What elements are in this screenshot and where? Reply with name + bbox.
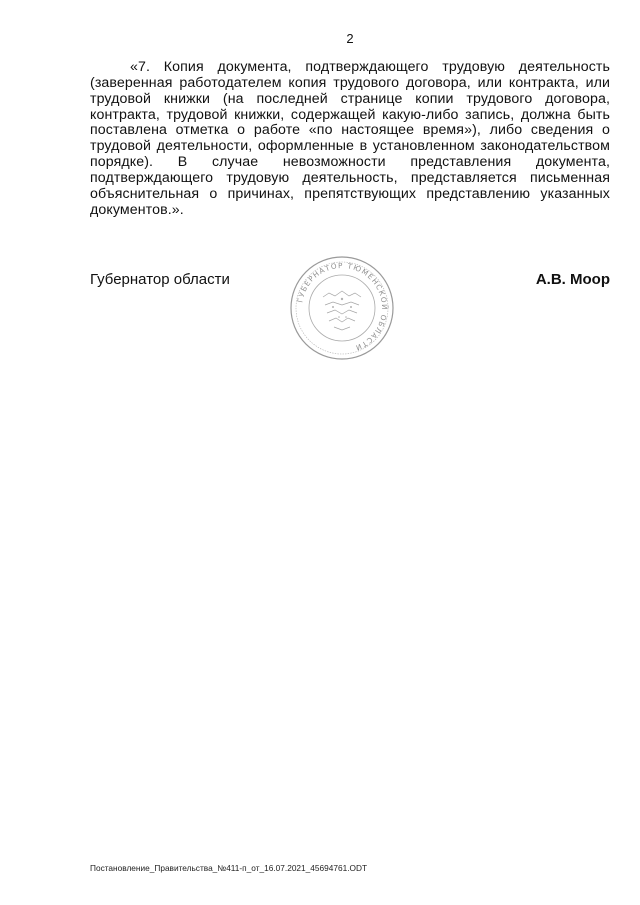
document-footer: Постановление_Правительства_№411-п_от_16.07.2021_45694761.ODT	[90, 863, 368, 873]
svg-text:ГУБЕРНАТОР ТЮМЕНСКОЙ ОБЛАСТИ: ГУБЕРНАТОР ТЮМЕНСКОЙ ОБЛАСТИ	[295, 260, 390, 353]
body-paragraph: «7. Копия документа, подтверждающего трудовую деятельность (заверенная работодателем копия трудового договора, или контракта, или трудовой книжки (на последней странице копии трудового договора, контракта, трудовой книжки, содержащей какую-либо запись, должна быть поставлена отметка о работе «по настоящее время»), либо сведения о трудовой деятельности, оформленные в установленном законодательством порядке). В случае невозможности представления документа, подтверждающего трудовую деятельность, представляется письменная объяснительная о причинах, препятствующих представлению указанных документов.».	[90, 59, 610, 218]
signatory-name: А.В. Моор	[535, 271, 610, 288]
official-seal	[289, 255, 395, 361]
signatory-title: Губернатор области	[90, 271, 230, 288]
page-number: 2	[346, 31, 354, 46]
